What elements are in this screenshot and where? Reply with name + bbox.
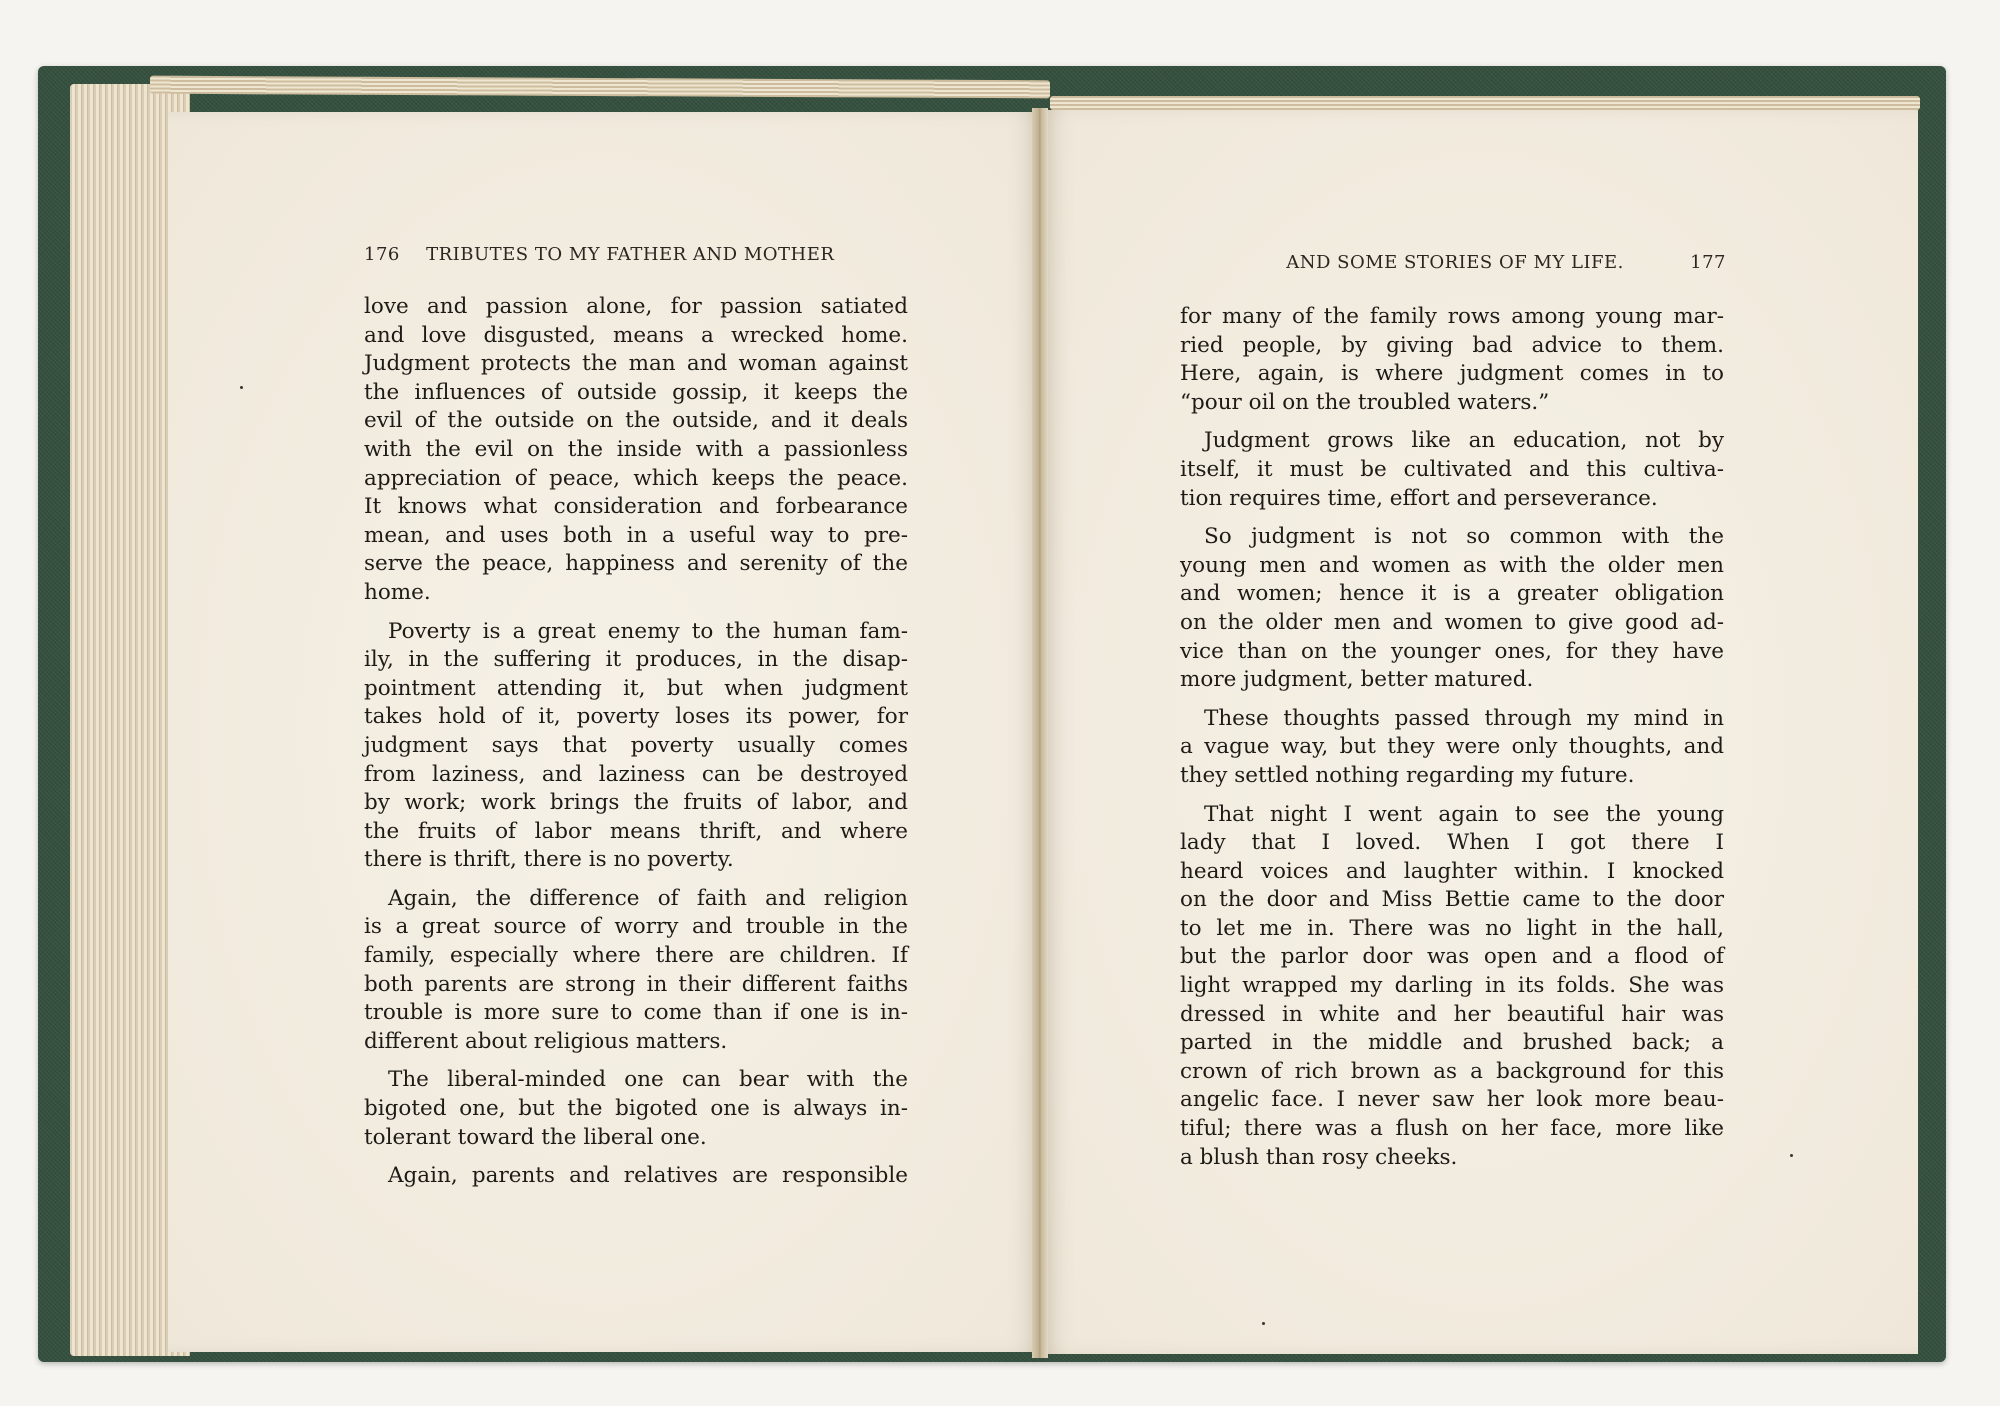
text-line: Judgment protects the man and woman against bbox=[364, 351, 908, 377]
paper-speck bbox=[1790, 1154, 1793, 1157]
right-running-head-title: AND SOME STORIES OF MY LIFE. bbox=[1286, 252, 1624, 273]
text-line: by work; work brings the fruits of labor, and bbox=[364, 790, 908, 816]
text-line: Judgment grows like an education, not by bbox=[1204, 428, 1724, 454]
paragraph-gap bbox=[1180, 513, 1724, 523]
text-line: bigoted one, but the bigoted one is always in- bbox=[364, 1096, 908, 1122]
text-line: love and passion alone, for passion satiated bbox=[364, 294, 908, 319]
right-page-number: 177 bbox=[1690, 252, 1726, 273]
text-line: itself, it must be cultivated and this cultiva- bbox=[1180, 456, 1724, 482]
text-line: parted in the middle and brushed back; a bbox=[1180, 1030, 1724, 1056]
text-line: tolerant toward the liberal one. bbox=[364, 1124, 707, 1150]
page-edges-top-right bbox=[1050, 96, 1920, 110]
text-line: and love disgusted, means a wrecked home. bbox=[364, 322, 908, 348]
paragraph-gap bbox=[1180, 695, 1724, 705]
text-line: Again, the difference of faith and religion bbox=[388, 885, 908, 911]
left-running-head bbox=[364, 244, 904, 265]
paper-speck bbox=[240, 386, 243, 389]
text-line: The liberal-minded one can bear with the bbox=[388, 1067, 908, 1093]
text-line: a vague way, but they were only thoughts, and bbox=[1180, 734, 1724, 760]
text-line: to let me in. There was no light in the hall, bbox=[1180, 915, 1724, 941]
text-line: “pour oil on the troubled waters.” bbox=[1180, 389, 1550, 415]
text-line: dressed in white and her beautiful hair was bbox=[1180, 1001, 1724, 1027]
text-line: tion requires time, effort and perseverance. bbox=[1180, 485, 1658, 511]
paragraph-gap bbox=[1180, 791, 1724, 801]
text-line: appreciation of peace, which keeps the peace. bbox=[364, 465, 908, 491]
paragraph-gap bbox=[364, 1056, 908, 1066]
text-line: ried people, by giving bad advice to them. bbox=[1180, 332, 1724, 358]
paragraph-gap bbox=[364, 608, 908, 618]
text-line: family, especially where there are children. If bbox=[364, 943, 908, 969]
text-line: That night I went again to see the young bbox=[1204, 801, 1724, 827]
text-line: Again, parents and relatives are responsible bbox=[388, 1163, 908, 1189]
text-line: and women; hence it is a greater obligation bbox=[1180, 581, 1724, 607]
text-line: there is thrift, there is no poverty. bbox=[364, 847, 734, 873]
text-line: a blush than rosy cheeks. bbox=[1180, 1144, 1458, 1170]
text-line: mean, and uses both in a useful way to pre- bbox=[364, 522, 908, 548]
text-line: serve the peace, happiness and serenity of the bbox=[364, 551, 908, 577]
text-line: light wrapped my darling in its folds. She was bbox=[1180, 973, 1724, 999]
text-line: takes hold of it, poverty loses its power, for bbox=[364, 704, 908, 730]
text-line: lady that I loved. When I got there I bbox=[1180, 830, 1724, 856]
text-line: Here, again, is where judgment comes in to bbox=[1180, 361, 1724, 387]
left-page-number: 176 bbox=[364, 244, 400, 265]
text-line: home. bbox=[364, 579, 431, 605]
text-line: is a great source of worry and trouble in the bbox=[364, 914, 908, 940]
text-line: young men and women as with the older men bbox=[1180, 552, 1724, 578]
right-page-body bbox=[1180, 303, 1724, 1172]
text-line: evil of the outside on the outside, and it deals bbox=[364, 408, 908, 434]
text-line: on the older men and women to give good ad- bbox=[1180, 609, 1724, 635]
text-line: heard voices and laughter within. I knocked bbox=[1180, 858, 1724, 884]
text-line: the influences of outside gossip, it keeps the bbox=[364, 379, 908, 405]
paper-speck bbox=[1262, 1322, 1265, 1325]
text-line: on the door and Miss Bettie came to the door bbox=[1180, 887, 1724, 913]
text-line: trouble is more sure to come than if one is in- bbox=[364, 1000, 908, 1026]
text-line: judgment says that poverty usually comes bbox=[364, 732, 908, 758]
text-line: both parents are strong in their different faiths bbox=[364, 971, 908, 997]
text-line: These thoughts passed through my mind in bbox=[1204, 705, 1724, 731]
text-line: with the evil on the inside with a passionless bbox=[364, 436, 908, 462]
text-line: Poverty is a great enemy to the human fam- bbox=[388, 618, 908, 644]
paragraph-gap bbox=[1180, 417, 1724, 427]
text-line: It knows what consideration and forbearance bbox=[364, 494, 908, 520]
text-line: crown of rich brown as a background for this bbox=[1180, 1058, 1724, 1084]
text-line: but the parlor door was open and a flood of bbox=[1180, 944, 1724, 970]
text-line: from laziness, and laziness can be destroyed bbox=[364, 761, 908, 787]
text-line: ily, in the suffering it produces, in the disap- bbox=[364, 647, 908, 673]
book-gutter bbox=[1032, 108, 1048, 1358]
left-running-head-title: TRIBUTES TO MY FATHER AND MOTHER bbox=[426, 244, 835, 265]
text-line: angelic face. I never saw her look more beau- bbox=[1180, 1087, 1724, 1113]
text-line: pointment attending it, but when judgment bbox=[364, 675, 908, 701]
text-line: vice than on the younger ones, for they have bbox=[1180, 638, 1724, 664]
paragraph-gap bbox=[364, 875, 908, 885]
text-line: more judgment, better matured. bbox=[1180, 667, 1534, 693]
paragraph-gap bbox=[364, 1152, 908, 1162]
text-line: the fruits of labor means thrift, and where bbox=[364, 818, 908, 844]
text-line: different about religious matters. bbox=[364, 1028, 728, 1054]
text-line: tiful; there was a flush on her face, more like bbox=[1180, 1116, 1724, 1142]
text-line: So judgment is not so common with the bbox=[1204, 524, 1724, 550]
left-page-body bbox=[364, 293, 908, 1191]
text-line: they settled nothing regarding my future. bbox=[1180, 762, 1635, 788]
text-line: for many of the family rows among young mar- bbox=[1180, 304, 1724, 329]
right-running-head bbox=[1280, 252, 1726, 273]
